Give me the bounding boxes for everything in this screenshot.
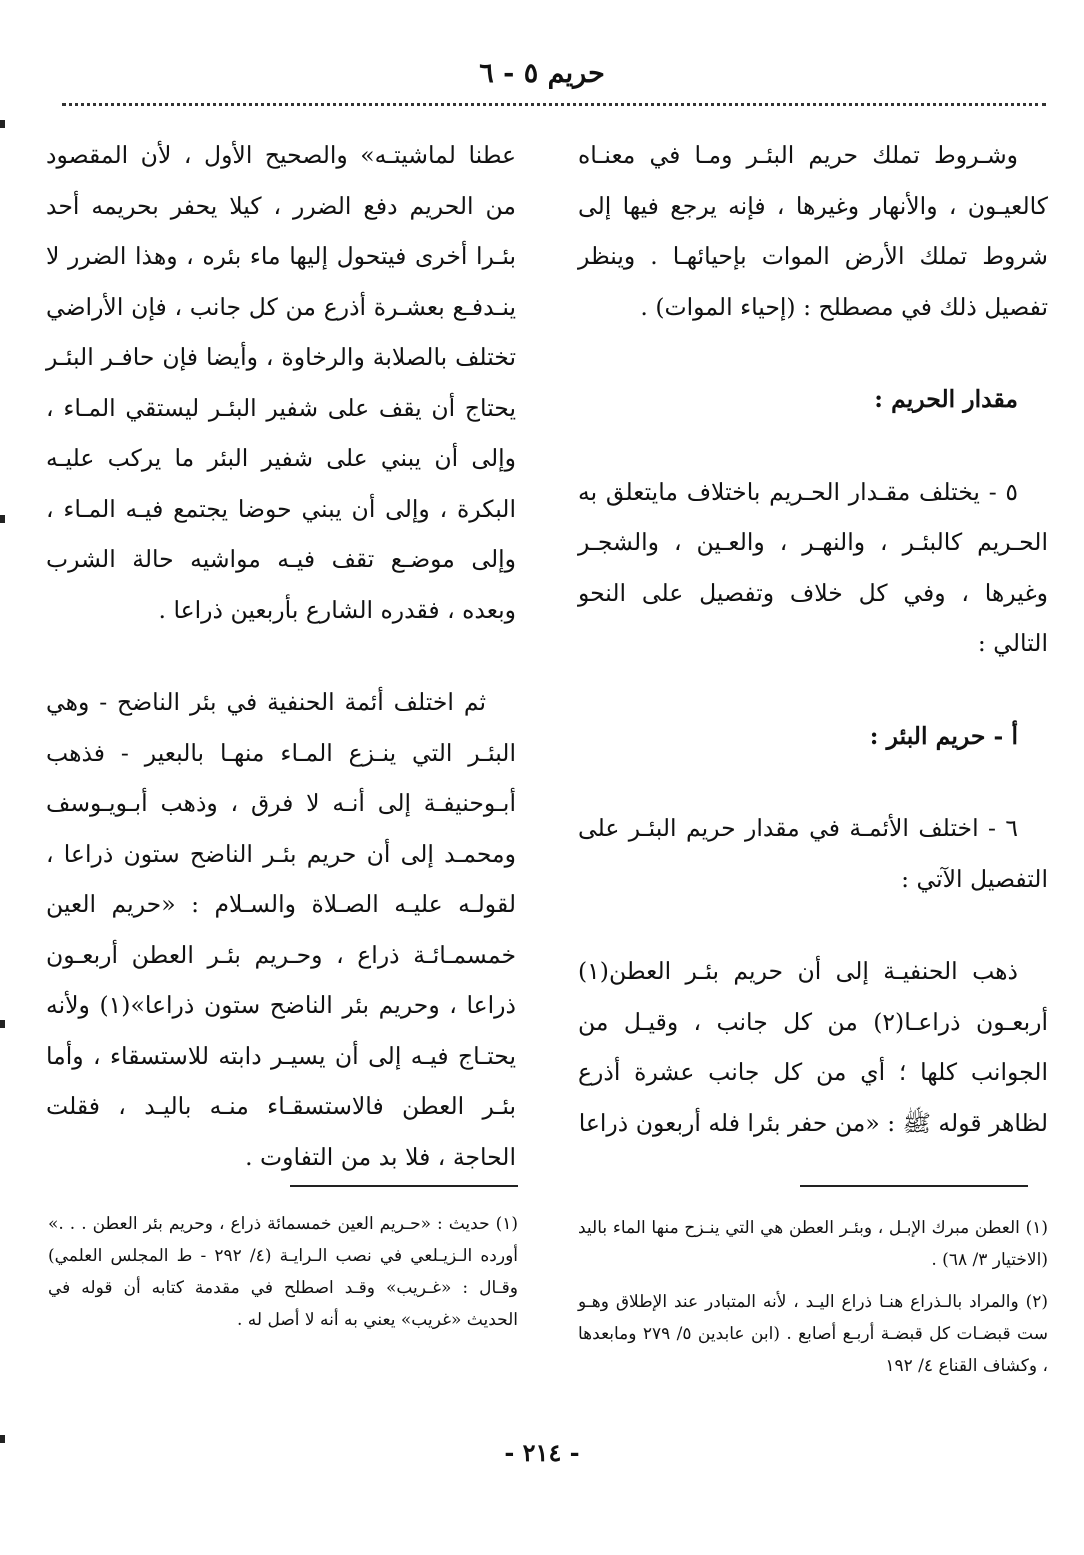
footnote-1-left: (١) حديث : «حـريم العين خمسمائة ذراع ، وحريم بئر العطن . . .» أورده الـزيـلعي في نصب الـرايـة (٤/ ٢٩٢ - ط المجلس العلمي) وقـال : «غـريب» وقـد اصطلح في مقدمة كتابه أن قوله في الحديث «غريب» يعني به أنه لا أصل له . xyxy=(48,1214,518,1330)
margin-mark xyxy=(0,1435,5,1443)
footnote-2-right: (٢) والمراد بالـذراع هنـا ذراع اليـد ، لأنه المتبادر عند الإطلاق وهـو ست قبضـات كل قبضـة أربـع أصابع . (ابن عابدين ٥/ ٢٧٩ ومابعدها ، وكشاف القناع ٤/ ١٩٢ xyxy=(578,1292,1048,1376)
paragraph-nadih-well: ثم اختلف أئمة الحنفية في بئر الناضح - وهي البئـر التي ينـزع المـاء منهـا بالبعير - فذهب أبـوحنيفـة إلى أنـه لا فرق ، وذهب أبـويـوسف ومحمـد إلى أن حريم بئـر الناضح ستون ذراعا ، لقولـه عليـه الصـلاة والسـلام : «حريم العين خمسمـائـة ذراع ، وحـريم بئـر العطن أربعـون ذراعا ، وحريم بئر الناضح ستون ذراعا»(١) ولأنه يحتـاج فيـه إلى أن يسيـر دابته للاستسقاء ، وأما بئـر العطن فالاستسقـاء منـه باليـد ، فقلت الحاجة ، فلا بد من التفاوت . xyxy=(46,688,516,1171)
footnote-rule-right xyxy=(800,1185,1028,1187)
footnotes-left xyxy=(48,1208,518,1336)
paragraph-continuation: عطنا لماشيتـه» والصحيح الأول ، لأن المقصود من الحريم دفع الضرر ، كيلا يحفر بحريمه أحد بئـرا أخرى فيتحول إليها ماء بئره ، وهذا الضرر لا ينـدفـع بعشـرة أذرع من كل جانب ، فإن الأراضي تختلف بالصلابة والرخاوة ، وأيضا فإن حافـر البئـر يحتاج أن يقف على شفير البئـر ليستقي المـاء ، وإلى أن يبني على شفير البئر ما يركب عليـه البكرة ، وإلى أن يبني حوضا يجتمع فيـه المـاء ، وإلى موضـع تقف فيـه مواشيه حالة الشرب وبعده ، فقدره الشارع بأربعين ذراعا . xyxy=(46,141,516,624)
section-heading-harim-amount: مقدار الحريم : xyxy=(874,385,1018,413)
paragraph-6: ٦ - اختلف الأئمـة في مقدار حريم البئـر على التفصيل الآتي : xyxy=(578,814,1048,893)
right-column xyxy=(578,130,1048,1148)
footnote-rule-left xyxy=(290,1185,518,1187)
footnotes-right xyxy=(578,1212,1048,1382)
page-number: - ٢١٤ - xyxy=(504,1438,580,1467)
subheading-well-harim: أ - حريم البئر : xyxy=(869,721,1018,750)
footnote-1-right: (١) العطن مبرك الإبـل ، وبئـر العطن هي التي ينـزح منها الماء باليد (الاختيار ٣/ ٦٨) . xyxy=(578,1218,1048,1270)
paragraph-hanafi-view: ذهب الحنفيـة إلى أن حريم بئـر العطن(١) أربعـون ذراعـا(٢) من كل جانب ، وقيـل من الجوانب كلها ؛ أي من كل جانب عشرة أذرع لظاهر قوله ﷺ : «من حفر بئرا فله أربعون ذراعا xyxy=(578,957,1048,1137)
running-header: حريم ٥ - ٦ xyxy=(479,58,605,89)
paragraph-5: ٥ - يختلف مقـدار الحـريم باختلاف مايتعلق به الحـريم كالبئـر ، والنهـر ، والعـين ، والشجـر وغيرها ، وفي كل خلاف وتفصيل على النحو التالي : xyxy=(578,477,1048,657)
paragraph-ownership-conditions: وشـروط تملك حريم البئـر ومـا في معنـاه كالعيـون ، والأنهار وغيرها ، فإنه يرجع فيها إلى شروط تملك الأرض الموات بإحيائهـا . وينظر تفصيل ذلك في مصطلح : (إحياء الموات) . xyxy=(578,141,1048,321)
header-dotted-rule xyxy=(62,103,1046,106)
margin-mark xyxy=(0,515,5,523)
margin-mark xyxy=(0,1020,5,1028)
left-column xyxy=(46,130,516,1182)
margin-mark xyxy=(0,120,5,128)
